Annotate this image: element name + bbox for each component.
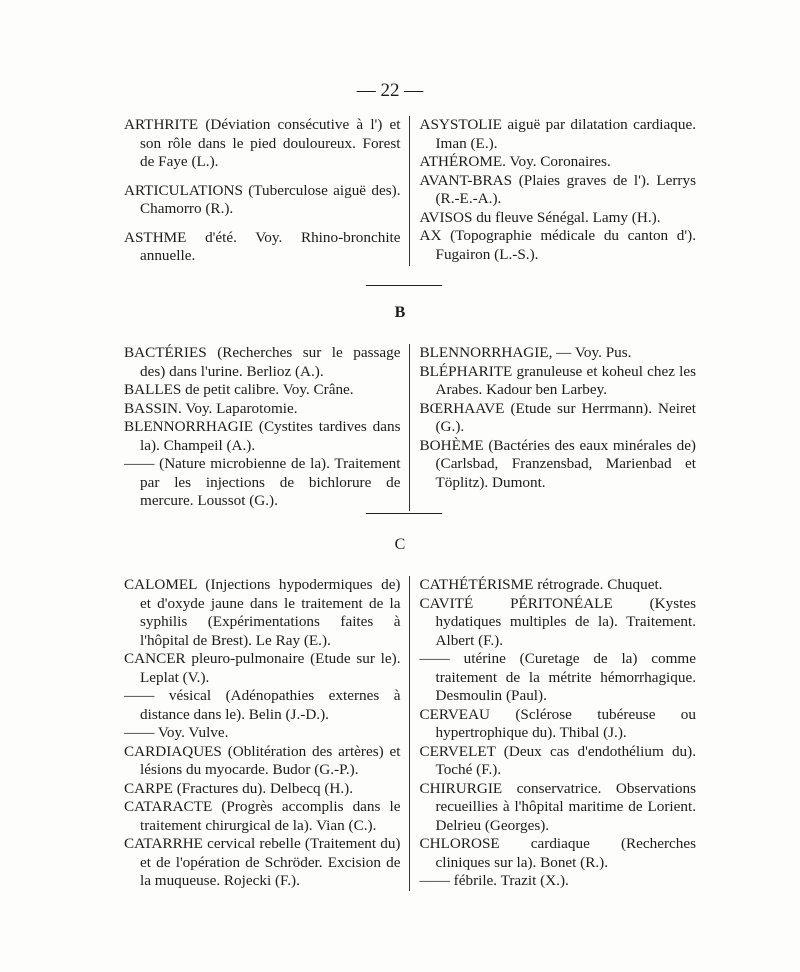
index-entry: CHIRURGIE conservatrice. Observations recueillies à l'hôpital maritime de Lorient. Delrieu (Georges). (419, 779, 696, 834)
index-entry: AX (Topographie médicale du canton d'). Fugairon (L.-S.). (419, 227, 696, 263)
index-entry: —— Voy. Vulve. (124, 724, 229, 741)
index-entry: CERVEAU (Sclérose tubéreuse ou hypertrophique du). Thibal (J.). (419, 705, 696, 741)
section-a-left-column (124, 116, 407, 266)
index-entry: AVANT-BRAS (Plaies graves de l'). Lerrys (R.-E.-A.). (419, 171, 696, 207)
index-entry: ARTHRITE (Déviation consécutive à l') et son rôle dans le pied douloureux. Forest de Faye (L.). (124, 116, 401, 170)
index-entry: ASYSTOLIE aiguë par dilatation cardiaque. Iman (E.). (419, 116, 696, 152)
section-c-right-column (412, 576, 697, 891)
page-number: — 22 — (356, 80, 424, 101)
index-entry: BLENNORRHAGIE, — Voy. Pus. (419, 344, 632, 361)
index-entry: BACTÉRIES (Recherches sur le passage des) dans l'urine. Berlioz (A.). (124, 344, 401, 380)
index-entry: CATARACTE (Progrès accomplis dans le traitement chirurgical de la). Vian (C.). (124, 798, 401, 834)
section-b (124, 344, 696, 511)
index-entry: CANCER pleuro-pulmonaire (Etude sur le). Leplat (V.). (124, 650, 401, 686)
index-entry: ASTHME d'été. Voy. Rhino-bronchite annuelle. (124, 228, 401, 264)
column-divider (409, 344, 410, 511)
index-entry: ATHÉROME. Voy. Coronaires. (419, 153, 611, 170)
index-entry: ARTICULATIONS (Tuberculose aiguë des). Chamorro (R.). (124, 181, 401, 217)
index-entry: CARDIAQUES (Oblitération des artères) et lésions du myocarde. Budor (G.-P.). (124, 742, 401, 778)
section-letter-c: C (394, 536, 406, 553)
index-entry: —— utérine (Curetage de la) comme traitement de la métrite hémorrhagique. Desmoulin (Paul). (419, 650, 696, 704)
section-letter-b: B (394, 304, 406, 321)
column-divider (409, 116, 410, 266)
column-divider (409, 576, 410, 891)
index-entry: BŒRHAAVE (Etude sur Herrmann). Neiret (G.). (419, 399, 696, 435)
section-a (124, 116, 696, 266)
index-entry: CATHÉTÉRISME rétrograde. Chuquet. (419, 576, 663, 593)
section-a-right-column (412, 116, 697, 266)
index-entry: —— (Nature microbienne de la). Traitement par les injections de bichlorure de mercure. Loussot (G.). (124, 455, 401, 509)
index-entry: —— vésical (Adénopathies externes à distance dans le). Belin (J.-D.). (124, 687, 401, 723)
section-separator (366, 285, 442, 286)
index-entry: CALOMEL (Injections hypodermiques de) et d'oxyde jaune dans le traitement de la syphilis (Expérimentations faites à l'hôpital de Brest). Le Ray (E.). (124, 576, 401, 649)
index-entry: CATARRHE cervical rebelle (Traitement du) et de l'opération de Schröder. Excision de la muqueuse. Rojecki (F.). (124, 835, 401, 889)
section-b-left-column (124, 344, 407, 511)
index-entry: —— fébrile. Trazit (X.). (419, 872, 569, 889)
index-entry: CARPE (Fractures du). Delbecq (H.). (124, 779, 354, 797)
index-entry: CAVITÉ PÉRITONÉALE (Kystes hydatiques multiples de la). Traitement. Albert (F.). (419, 594, 696, 649)
section-c-left-column (124, 576, 407, 891)
section-b-right-column (412, 344, 697, 511)
index-entry: BASSIN. Voy. Laparotomie. (124, 399, 298, 417)
index-entry: BLÉPHARITE granuleuse et koheul chez les Arabes. Kadour ben Larbey. (419, 362, 696, 398)
index-entry: BLENNORRHAGIE (Cystites tardives dans la). Champeil (A.). (124, 418, 401, 454)
index-entry: BALLES de petit calibre. Voy. Crâne. (124, 381, 354, 398)
index-entry: BOHÈME (Bactéries des eaux minérales de) (Carlsbad, Franzensbad, Marienbad et Töplitz). Dumont. (419, 436, 696, 491)
index-entry: CHLOROSE cardiaque (Recherches cliniques sur la). Bonet (R.). (419, 835, 696, 871)
section-c (124, 576, 696, 891)
index-entry: AVISOS du fleuve Sénégal. Lamy (H.). (419, 208, 661, 226)
section-separator (366, 513, 442, 514)
index-entry: CERVELET (Deux cas d'endothélium du). Toché (F.). (419, 742, 696, 778)
